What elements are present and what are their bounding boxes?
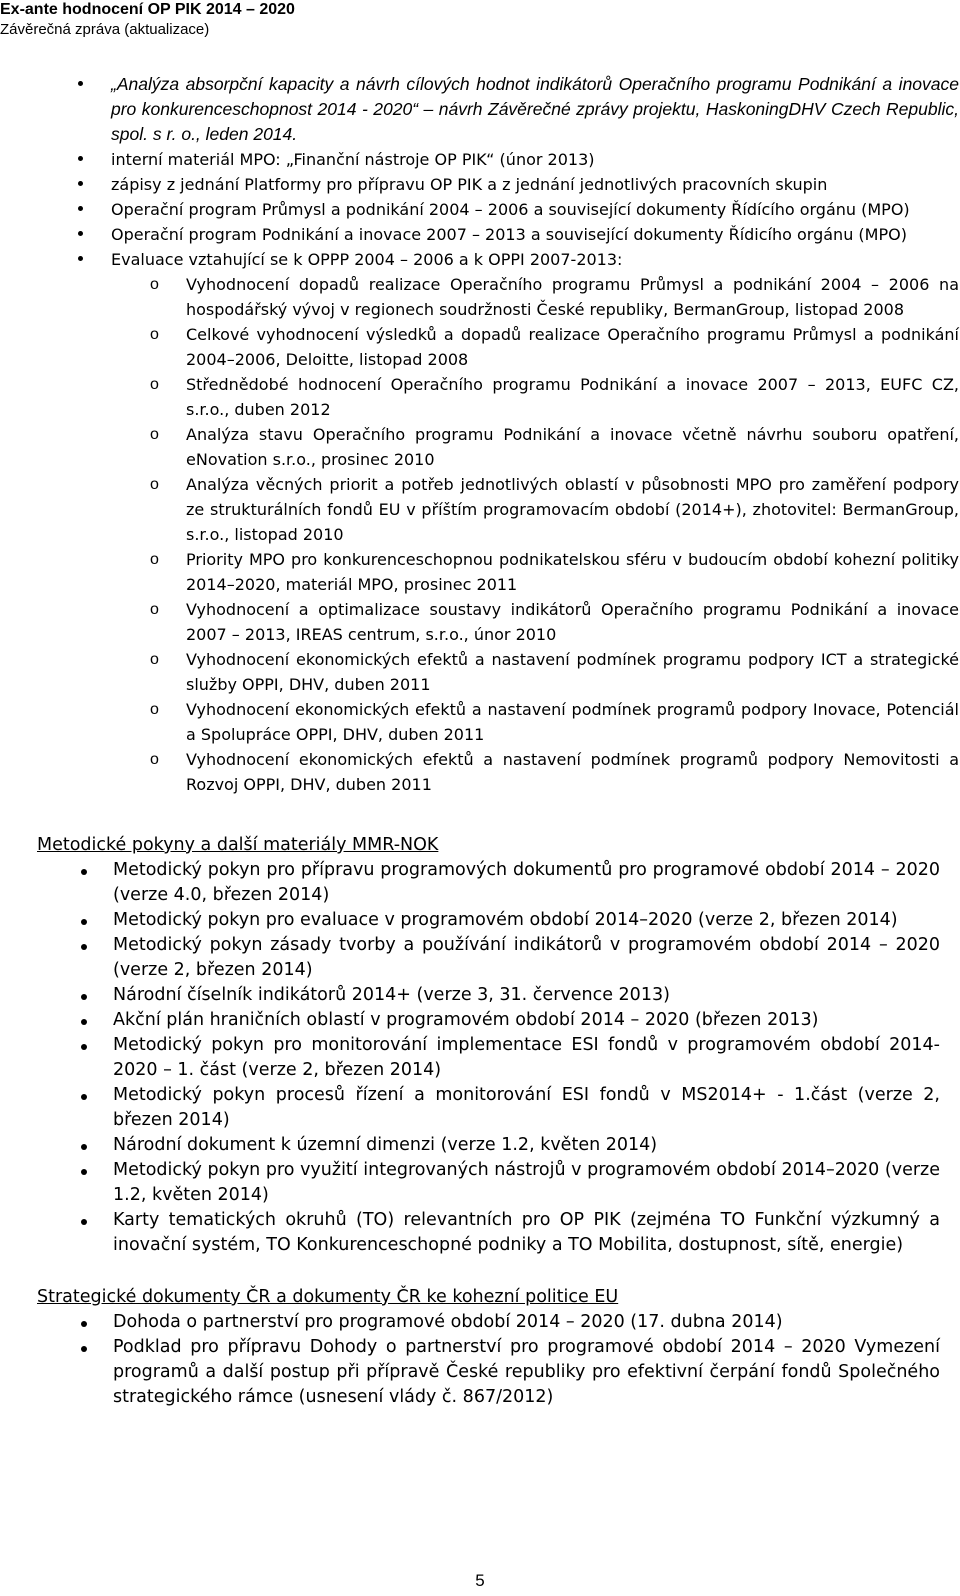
list-item: Metodický pokyn pro přípravu programových dokumentů pro programové období 2014 – 2020 (verze 4.0, březen 2014): [113, 858, 940, 908]
document-body: [0, 72, 960, 1410]
section-title-strategic: Strategické dokumenty ČR a dokumenty ČR ke kohezní politice EU: [37, 1287, 619, 1307]
list-item: Metodický pokyn pro využití integrovaných nástrojů v programovém období 2014–2020 (verze 1.2, květen 2014): [113, 1158, 940, 1208]
list-item: Dohoda o partnerství pro programové období 2014 – 2020 (17. dubna 2014): [113, 1310, 940, 1335]
sublist-item: o Vyhodnocení ekonomických efektů a nastavení podmínek programů podpory Nemovitosti a Rozvoj OPPI, DHV, duben 2011: [186, 747, 959, 797]
list-item: Podklad pro přípravu Dohody o partnerství pro programové období 2014 – 2020 Vymezení programů a další postup při přípravě České republiky pro efektivní čerpání fondů Společného strategického rámce (usnesení vlády č. 867/2012): [113, 1335, 940, 1410]
list-item: Národní dokument k územní dimenzi (verze 1.2, květen 2014): [113, 1133, 940, 1158]
list-item: zápisy z jednání Platformy pro přípravu OP PIK a z jednání jednotlivých pracovních skupin: [111, 172, 959, 197]
list-item: Evaluace vztahující se k OPPP 2004 – 2006 a k OPPI 2007-2013:: [111, 247, 959, 272]
sublist-item: o Vyhodnocení a optimalizace soustavy indikátorů Operačního programu Podnikání a inovace 2007 – 2013, IREAS centrum, s.r.o., únor 2010: [186, 597, 959, 647]
sublist-item: o Vyhodnocení dopadů realizace Operačního programu Průmysl a podnikání 2004 – 2006 na hospodářský vývoj v regionech soudržnosti České republiky, BermanGroup, listopad 2008: [186, 272, 959, 322]
document-subtitle: Závěrečná zpráva (aktualizace): [0, 21, 210, 38]
list-item: Metodický pokyn pro evaluace v programovém období 2014–2020 (verze 2, březen 2014): [113, 908, 940, 933]
page-number: 5: [475, 1571, 485, 1590]
section-title-mmr: Metodické pokyny a další materiály MMR-NOK: [37, 835, 439, 855]
list-item: Operační program Podnikání a inovace 2007 – 2013 a související dokumenty Řídicího orgánu (MPO): [111, 222, 959, 247]
sublist-item: o Střednědobé hodnocení Operačního programu Podnikání a inovace 2007 – 2013, EUFC CZ, s.r.o., duben 2012: [186, 372, 959, 422]
page-header: [0, 0, 400, 40]
list-item: Národní číselník indikátorů 2014+ (verze 3, 31. července 2013): [113, 983, 940, 1008]
list-item: „Analýza absorpční kapacity a návrh cílových hodnot indikátorů Operačního programu Podnikání a inovace pro konkurenceschopnost 2014 - 2020“ – návrh Závěrečné zprávy projektu, HaskoningDHV Czech Republic, spol. s r. o., leden 2014.: [111, 72, 959, 147]
sublist-item: o Analýza věcných priorit a potřeb jednotlivých oblastí v působnosti MPO pro zaměření podpory ze strukturálních fondů EU v příštím programovacím období (2014+), zhotovitel: BermanGroup, s.r.o., listopad 2010: [186, 472, 959, 547]
mmr-list: [0, 858, 960, 1258]
list-item: Metodický pokyn procesů řízení a monitorování ESI fondů v MS2014+ - 1.část (verze 2, březen 2014): [113, 1083, 940, 1133]
source-list: [0, 72, 960, 272]
strategic-list: [0, 1310, 960, 1410]
evaluation-sublist: [186, 272, 959, 797]
list-item: Karty tematických okruhů (TO) relevantních pro OP PIK (zejména TO Funkční výzkumný a inovační systém, TO Konkurenceschopné podniky a TO Mobilita, dostupnost, sítě, energie): [113, 1208, 940, 1258]
list-item: Metodický pokyn pro monitorování implementace ESI fondů v programovém období 2014-2020 – 1. část (verze 2, březen 2014): [113, 1033, 940, 1083]
sublist-item: o Vyhodnocení ekonomických efektů a nastavení podmínek programu podpory ICT a strategické služby OPPI, DHV, duben 2011: [186, 647, 959, 697]
list-item: Metodický pokyn zásady tvorby a používání indikátorů v programovém období 2014 – 2020 (verze 2, březen 2014): [113, 933, 940, 983]
sublist-item: o Celkové vyhodnocení výsledků a dopadů realizace Operačního programu Průmysl a podnikání 2004–2006, Deloitte, listopad 2008: [186, 322, 959, 372]
sublist-item: o Vyhodnocení ekonomických efektů a nastavení podmínek programů podpory Inovace, Potenciál a Spolupráce OPPI, DHV, duben 2011: [186, 697, 959, 747]
list-item: Akční plán hraničních oblastí v programovém období 2014 – 2020 (březen 2013): [113, 1008, 940, 1033]
list-item: interní materiál MPO: „Finanční nástroje OP PIK“ (únor 2013): [111, 147, 959, 172]
sublist-item: o Analýza stavu Operačního programu Podnikání a inovace včetně návrhu souboru opatření, eNovation s.r.o., prosinec 2010: [186, 422, 959, 472]
sublist-item: o Priority MPO pro konkurenceschopnou podnikatelskou sféru v budoucím období kohezní politiky 2014–2020, materiál MPO, prosinec 2011: [186, 547, 959, 597]
list-item: Operační program Průmysl a podnikání 2004 – 2006 a související dokumenty Řídícího orgánu (MPO): [111, 197, 959, 222]
document-title: Ex-ante hodnocení OP PIK 2014 – 2020: [0, 1, 295, 18]
